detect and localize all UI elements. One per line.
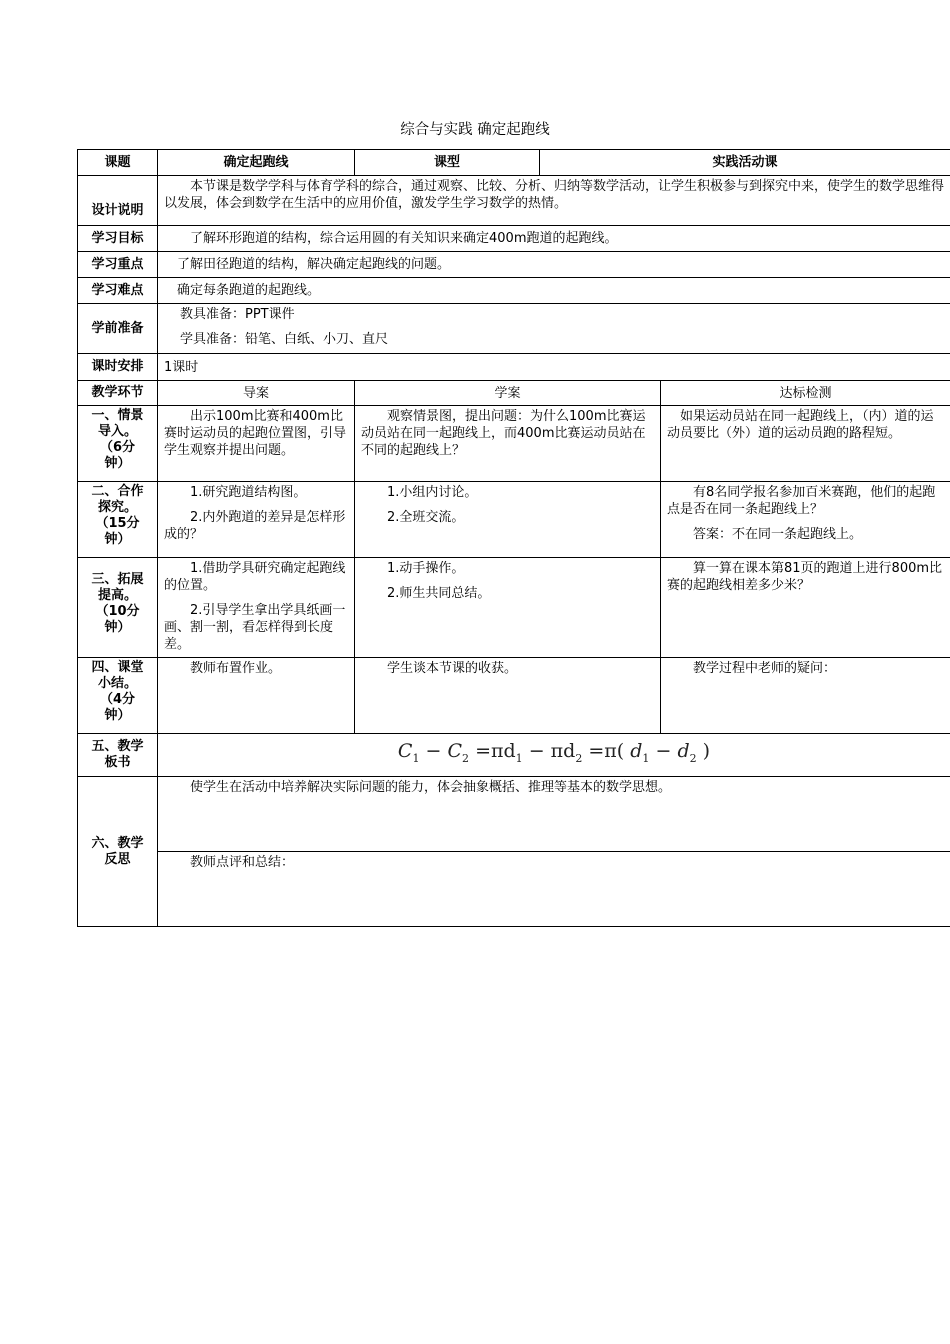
schedule-text: 1课时 — [158, 354, 950, 381]
section-label: 教学环节 — [78, 381, 158, 406]
comment-row — [78, 852, 950, 927]
goal-row — [78, 226, 950, 252]
difficulty-label: 学习难点 — [78, 278, 158, 304]
reflection-text: 使学生在活动中培养解决实际问题的能力，体会抽象概括、推理等基本的数学思想。 — [158, 777, 950, 852]
stage-3-study: 1.动手操作。 2.师生共同总结。 — [355, 558, 661, 658]
document-title: 综合与实践 确定起跑线 — [400, 122, 550, 138]
type-label: 课型 — [355, 150, 540, 176]
design-note-label: 设计说明 — [78, 176, 158, 226]
topic-value: 确定起跑线 — [158, 150, 355, 176]
lesson-plan-table — [77, 149, 950, 927]
preparation-label: 学前准备 — [78, 304, 158, 354]
difficulty-row — [78, 278, 950, 304]
stage-3-check: 算一算在课本第81页的跑道上进行800m比赛的起跑线相差多少米？ — [661, 558, 950, 658]
stage-4-guide: 教师布置作业。 — [158, 658, 355, 734]
schedule-label: 课时安排 — [78, 354, 158, 381]
teacher-comment: 教师点评和总结： — [158, 852, 950, 927]
board-formula: $C_1 - C_2 =\pi d_1 - \pi d_2 =\pi$( $d_1 - d_2$ ) — [158, 734, 950, 777]
stage-row-1 — [78, 406, 950, 482]
stage-2-label: 二、合作 探究。 （15分 钟） — [78, 482, 158, 558]
stage-row-3 — [78, 558, 950, 658]
key-point-label: 学习重点 — [78, 252, 158, 278]
topic-label: 课题 — [78, 150, 158, 176]
reflection-label: 六、教学 反思 — [78, 777, 158, 927]
stage-2-study: 1.小组内讨论。 2.全班交流。 — [355, 482, 661, 558]
stage-4-check: 教学过程中老师的疑问： — [661, 658, 950, 734]
guide-column-header: 导案 — [158, 381, 355, 406]
board-row — [78, 734, 950, 777]
section-header-row — [78, 381, 950, 406]
stage-2-guide: 1.研究跑道结构图。 2.内外跑道的差异是怎样形成的？ — [158, 482, 355, 558]
stage-row-4 — [78, 658, 950, 734]
goal-label: 学习目标 — [78, 226, 158, 252]
design-note-text: 本节课是数学学科与体育学科的综合，通过观察、比较、分析、归纳等数学活动，让学生积极参与到探究中来，使学生的数学思维得以发展，体会到数学在生活中的应用价值，激发学生学习数学的热情。 — [158, 176, 950, 226]
board-label: 五、教学 板书 — [78, 734, 158, 777]
header-row — [78, 150, 950, 176]
stage-1-label: 一、情景 导入。 （6分 钟） — [78, 406, 158, 482]
key-point-text: 了解田径跑道的结构，解决确定起跑线的问题。 — [158, 252, 950, 278]
stage-1-study: 观察情景图，提出问题：为什么100m比赛运动员站在同一起跑线上，而400m比赛运动员站在不同的起跑线上？ — [355, 406, 661, 482]
check-column-header: 达标检测 — [661, 381, 950, 406]
teacher-preparation: 教具准备：PPT课件 — [180, 307, 295, 322]
preparation-row — [78, 304, 950, 354]
student-preparation: 学具准备：铅笔、白纸、小刀、直尺 — [180, 332, 389, 347]
stage-4-study: 学生谈本节课的收获。 — [355, 658, 661, 734]
type-value: 实践活动课 — [540, 150, 950, 176]
goal-text: 了解环形跑道的结构，综合运用圆的有关知识来确定400m跑道的起跑线。 — [158, 226, 950, 252]
key-point-row — [78, 252, 950, 278]
stage-3-guide: 1.借助学具研究确定起跑线的位置。 2.引导学生拿出学具纸画一画、割一割，看怎样得到长度差。 — [158, 558, 355, 658]
stage-1-check: 如果运动员站在同一起跑线上，（内）道的运动员要比（外）道的运动员跑的路程短。 — [661, 406, 950, 482]
design-note-row — [78, 176, 950, 226]
stage-3-label: 三、拓展 提高。 （10分 钟） — [78, 558, 158, 658]
schedule-row — [78, 354, 950, 381]
stage-4-label: 四、课堂 小结。 （4分 钟） — [78, 658, 158, 734]
stage-2-check: 有8名同学报名参加百米赛跑，他们的起跑点是否在同一条起跑线上？ 答案：不在同一条起跑线上。 — [661, 482, 950, 558]
study-column-header: 学案 — [355, 381, 661, 406]
reflection-row — [78, 777, 950, 852]
stage-row-2 — [78, 482, 950, 558]
stage-1-guide: 出示100m比赛和400m比赛时运动员的起跑位置图，引导学生观察并提出问题。 — [158, 406, 355, 482]
difficulty-text: 确定每条跑道的起跑线。 — [158, 278, 950, 304]
preparation-cell — [158, 304, 950, 354]
